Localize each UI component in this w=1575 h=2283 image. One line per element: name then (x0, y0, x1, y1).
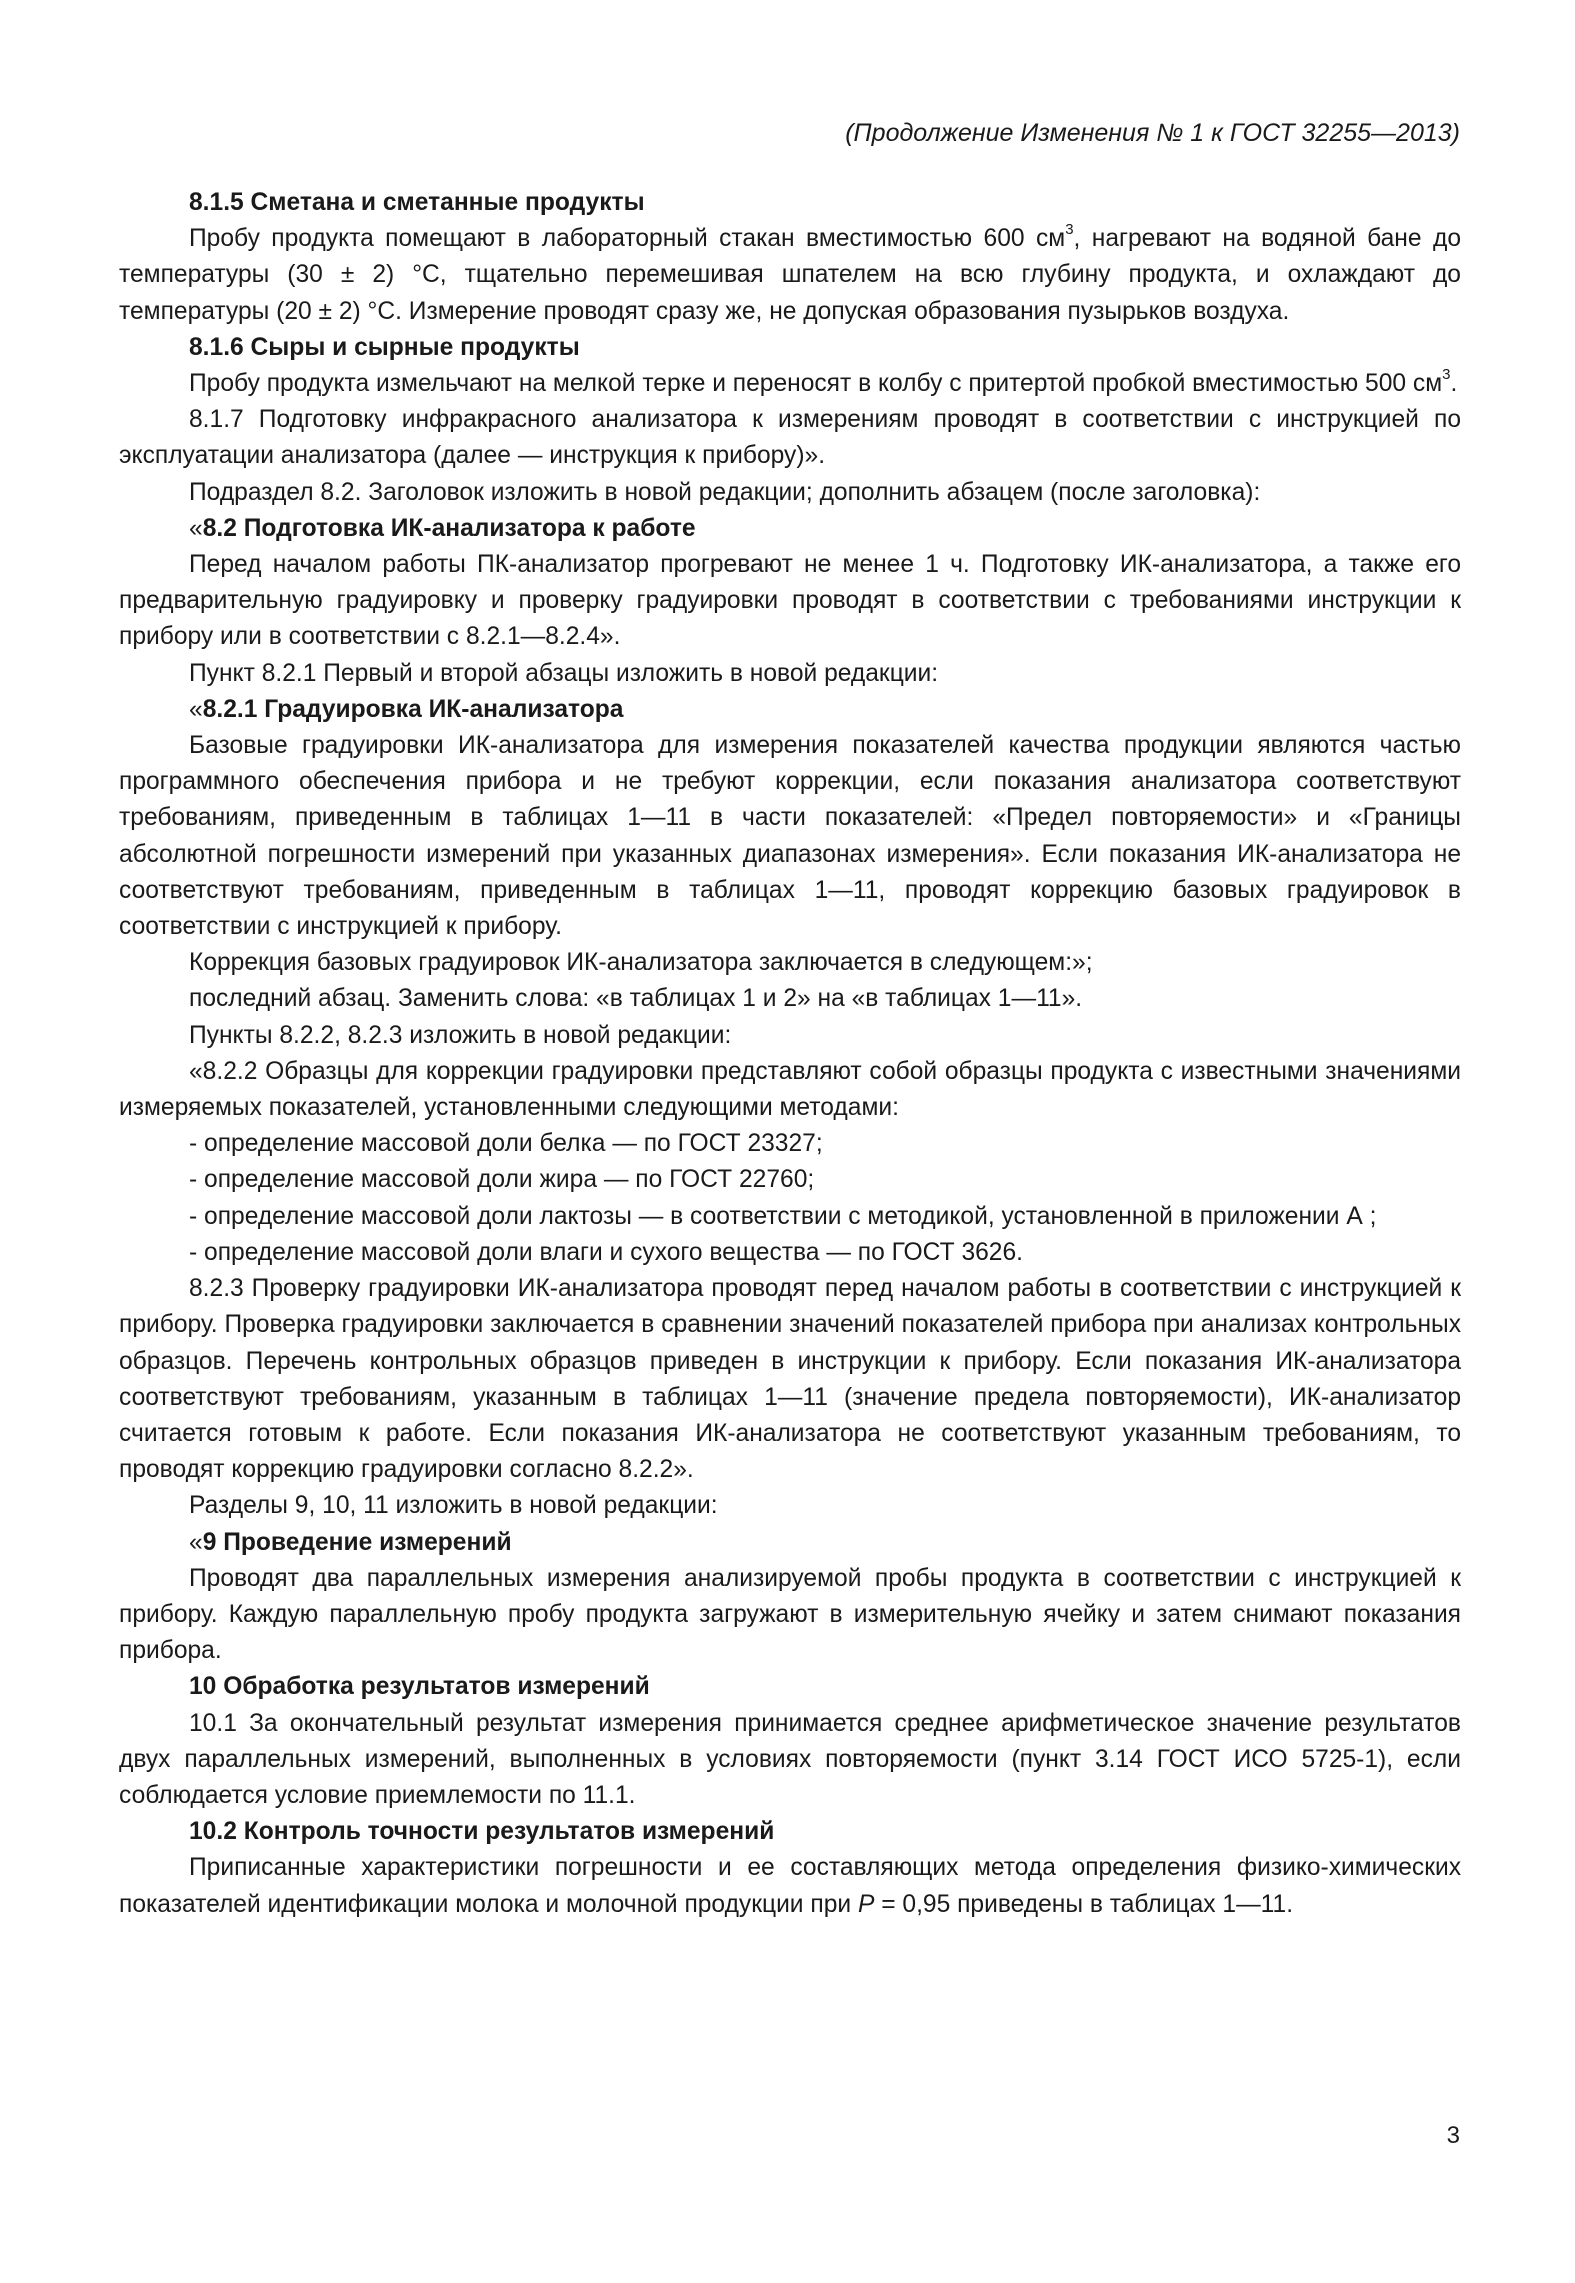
list-item: - определение массовой доли белка — по ГОСТ 23327; (189, 1130, 823, 1158)
open-quote: « (189, 514, 203, 542)
paragraph-8-2-3: 8.2.3 Проверку градуировки ИК-анализатора проводят перед началом работы в соответствии с инструкцией к прибору. Проверка градуировки заключается в сравнении значений показателей прибора при анализах контрольных образцов. Перечень контрольных образцов приведен в инструкции к прибору. Если показания ИК-анализатора соответствуют требованиям, указанным в таблицах 1—11 (значение предела повторяемости), ИК-анализатор считается готовым к работе. Если показания ИК-анализатора не соответствуют указанным требованиям, то проводят коррекцию градуировки согласно 8.2.2». (119, 1275, 1461, 1484)
paragraph-text: . (1450, 370, 1458, 398)
heading-10-2: 10.2 Контроль точности результатов измерений (189, 1818, 775, 1846)
open-quote: « (189, 1528, 203, 1556)
heading-text: 9 Проведение измерений (202, 1528, 512, 1556)
paragraph-text: = 0,95 приведены в таблицах 1—11. (874, 1890, 1294, 1918)
paragraph-8-1-5 (119, 221, 1461, 330)
list-item: - определение массовой доли влаги и сухого вещества — по ГОСТ 3626. (189, 1238, 1023, 1266)
superscript: 3 (1065, 221, 1074, 239)
paragraph-text: Пробу продукта измельчают на мелкой терке и переносят в колбу с притертой пробкой вместимостью 500 см (189, 370, 1443, 398)
page-number: 3 (1446, 2122, 1460, 2149)
heading-8-2-1 (119, 692, 1461, 728)
heading-text: 8.2.1 Градуировка ИК-анализатора (202, 695, 624, 723)
paragraph-text: , нагревают на водяной бане до температуры (30 ± 2) °С, тщательно перемешивая шпателем на всю глубину продукта, и охлаждают до температуры (20 ± 2) °С. Измерение проводят сразу же, не допуская образования пузырьков воздуха. (119, 225, 1461, 325)
paragraph-8-2: Перед началом работы ПК-анализатор прогревают не менее 1 ч. Подготовку ИК-анализатора, а также его предварительную градуировку и проверку градуировки проводят в соответствии с требованиями инструкции к прибору или в соответствии с 8.2.1—8.2.4». (119, 551, 1461, 651)
paragraph-text: Приписанные характеристики погрешности и ее составляющих метода определения физико-химических показателей идентификации молока и молочной продукции при (119, 1854, 1461, 1918)
heading-8-1-6: 8.1.6 Сыры и сырные продукты (189, 333, 580, 361)
heading-8-2 (119, 511, 1461, 547)
paragraph-8-2-1-b: Коррекция базовых градуировок ИК-анализатора заключается в следующем:»; (189, 949, 1093, 977)
paragraph-8-2-intro: Подраздел 8.2. Заголовок изложить в новой редакции; дополнить абзацем (после заголовка): (189, 478, 1261, 506)
paragraph-9: Проводят два параллельных измерения анализируемой пробы продукта в соответствии с инструкцией к прибору. Каждую параллельную пробу продукта загружают в измерительную ячейку и затем снимают показания прибора. (119, 1564, 1461, 1665)
continuation-header: (Продолжение Изменения № 1 к ГОСТ 32255—2013) (845, 119, 1460, 147)
list-item: - определение массовой доли лактозы — в соответствии с методикой, установленной в приложении А ; (189, 1202, 1377, 1230)
paragraph-8-2-2-intro: Пункты 8.2.2, 8.2.3 изложить в новой редакции: (189, 1021, 732, 1049)
heading-text: 8.2 Подготовка ИК-анализатора к работе (202, 514, 696, 542)
paragraph-10-1: 10.1 За окончательный результат измерения принимается среднее арифметическое значение результатов двух параллельных измерений, выполненных в условиях повторяемости (пункт 3.14 ГОСТ ИСО 5725-1), если соблюдается условие приемлемости по 11.1. (119, 1709, 1461, 1809)
italic-variable: Р (857, 1890, 875, 1918)
heading-9 (119, 1525, 1461, 1561)
list-item: - определение массовой доли жира — по ГОСТ 22760; (189, 1166, 815, 1194)
paragraph-text: Пробу продукта помещают в лабораторный стакан вместимостью 600 см (189, 225, 1066, 253)
document-body (119, 185, 1461, 1923)
paragraph-8-1-6 (119, 366, 1461, 402)
paragraph-8-2-2: «8.2.2 Образцы для коррекции градуировки представляют собой образцы продукта с известными значениями измеряемых показателей, установленными следующими методами: (119, 1057, 1461, 1122)
paragraph-9-intro: Разделы 9, 10, 11 изложить в новой редакции: (189, 1492, 718, 1520)
heading-8-1-5: 8.1.5 Сметана и сметанные продукты (189, 189, 645, 216)
paragraph-10-2 (119, 1850, 1461, 1922)
paragraph-8-2-1-c: последний абзац. Заменить слова: «в таблицах 1 и 2» на «в таблицах 1—11». (189, 985, 1083, 1013)
open-quote: « (189, 695, 203, 723)
paragraph-8-2-1-a: Базовые градуировки ИК-анализатора для измерения показателей качества продукции являются частью программного обеспечения прибора и не требуют коррекции, если показания анализатора соответствуют требованиям, приведенным в таблицах 1—11 в части показателей: «Предел повторяемости» и «Границы абсолютной погрешности измерений при указанных диапазонах измерения». Если показания ИК-анализатора не соответствуют требованиям, приведенным в таблицах 1—11, проводят коррекцию базовых градуировок в соответствии с инструкцией к прибору. (119, 732, 1461, 941)
paragraph-8-1-7: 8.1.7 Подготовку инфракрасного анализатора к измерениям проводят в соответствии с инструкцией по эксплуатации анализатора (далее — инструкция к прибору)». (119, 406, 1461, 470)
superscript: 3 (1442, 365, 1451, 383)
paragraph-8-2-1-intro: Пункт 8.2.1 Первый и второй абзацы изложить в новой редакции: (189, 659, 939, 687)
heading-10: 10 Обработка результатов измерений (189, 1673, 650, 1701)
